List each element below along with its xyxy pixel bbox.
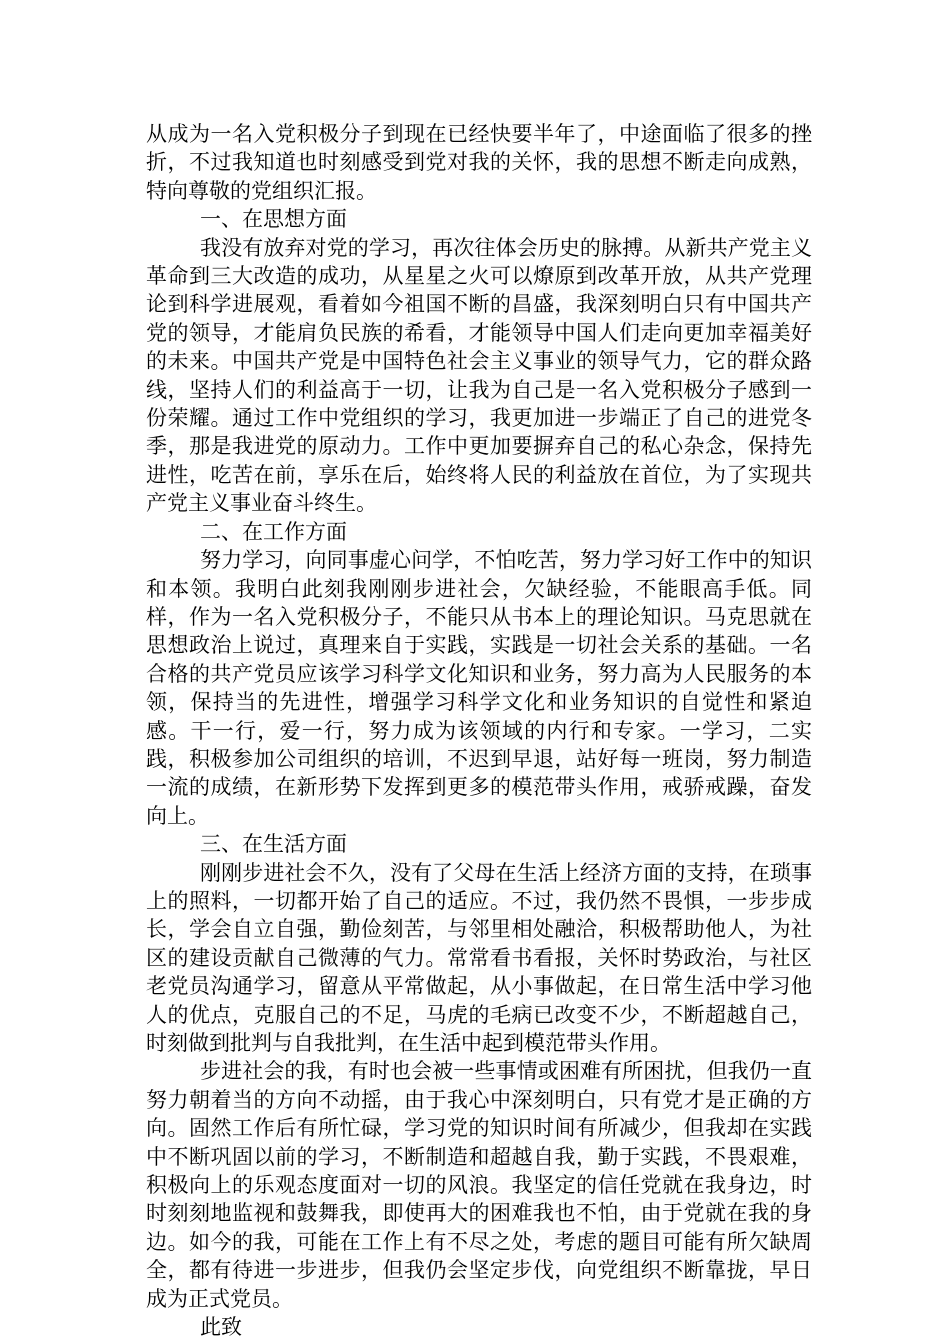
conclusion-paragraph: 步进社会的我，有时也会被一些事情或困难有所困扰，但我仍一直努力朝着当的方向不动摇，由于我心中深刻明白，只有党才是正确的方向。固然工作后有所忙碌，学习党的知识时间有所减少，但我却在实践中不断巩固以前的学习，不断制造和超越自我，勤于实践，不畏艰难，积极向上的乐观态度面对一切的风浪。我坚定的信任党就在我身边，时时刻刻地监视和鼓舞我，即使再大的困难我也不怕，由于党就在我的身边。如今的我，可能在工作上有不尽之处，考虑的题目可能有所欠缺周全，都有待进一步进步，但我仍会坚定步伐，向党组织不断靠拢，早日成为正式党员。 [146,1059,812,1311]
section-heading-life: 三、在生活方面 [200,832,347,857]
document-body [146,120,812,1341]
section-heading-thought: 一、在思想方面 [200,207,347,232]
section-heading-work: 二、在工作方面 [200,519,347,544]
intro-paragraph: 从成为一名入党积极分子到现在已经快要半年了，中途面临了很多的挫折，不过我知道也时刻感受到党对我的关怀，我的思想不断走向成熟，特向尊敬的党组织汇报。 [146,122,812,203]
thought-paragraph: 我没有放弃对党的学习，再次往体会历史的脉搏。从新共产党主义革命到三大改造的成功，从星星之火可以燎原到改革开放，从共产党理论到科学进展观，看着如今祖国不断的昌盛，我深刻明白只有中国共产党的领导，才能肩负民族的希看，才能领导中国人们走向更加幸福美好的未来。中国共产党是中国特色社会主义事业的领导气力，它的群众路线，坚持人们的利益高于一切，让我为自己是一名入党积极分子感到一份荣耀。通过工作中党组织的学习，我更加进一步端正了自己的进党冬季，那是我进党的原动力。工作中更加要摒弃自己的私心杂念，保持先进性，吃苦在前，享乐在后，始终将人民的利益放在首位，为了实现共产党主义事业奋斗终生。 [146,235,812,516]
life-paragraph: 刚刚步进社会不久，没有了父母在生活上经济方面的支持，在琐事上的照料，一切都开始了自己的适应。不过，我仍然不畏惧，一步步成长，学会自立自强，勤俭刻苦，与邻里相处融洽，积极帮助他人，为社区的建设贡献自己微薄的气力。常常看书看报，关怀时势政治，与社区老党员沟通学习，留意从平常做起，从小事做起，在日常生活中学习他人的优点，克服自己的不足，马虎的毛病已改变不少，不断超越自己，时刻做到批判与自我批判，在生活中起到模范带头作用。 [146,860,812,1055]
closing-salutation: 此致 [200,1315,242,1340]
work-paragraph: 努力学习，向同事虚心问学，不怕吃苦，努力学习好工作中的知识和本领。我明白此刻我刚刚步进社会，欠缺经验，不能眼高手低。同样，作为一名入党积极分子，不能只从书本上的理论知识。马克思就在思想政治上说过，真理来自于实践，实践是一切社会关系的基础。一名合格的共产党员应该学习科学文化知识和业务，努力高为人民服务的本领，保持当的先进性，增强学习科学文化和业务知识的自觉性和紧迫感。干一行，爱一行，努力成为该领域的内行和专家。一学习，二实践，积极参加公司组织的培训，不迟到早退，站好每一班岗，努力制造一流的成绩，在新形势下发挥到更多的模范带头作用，戒骄戒躁，奋发向上。 [146,548,812,828]
